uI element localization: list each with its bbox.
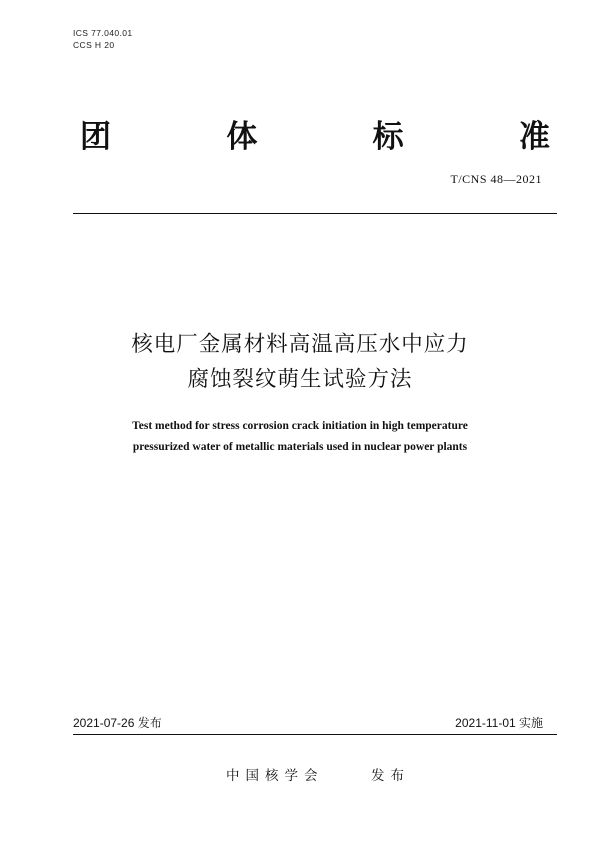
english-title-line: pressurized water of metallic materials used in nuclear power plants [132,441,468,453]
ics-code: ICS 77.040.01 [73,28,133,38]
standard-type-char: 体 [226,119,258,155]
standard-code: T/CNS 48—2021 [450,172,542,186]
english-title-line: Test method for stress corrosion crack initiation in high temperature [132,420,468,432]
standard-type-heading [80,111,550,155]
standard-type-char: 标 [372,119,404,155]
chinese-title-line: 腐蚀裂纹萌生试验方法 [187,367,413,392]
standard-type-char: 准 [518,119,550,155]
standard-type-char: 团 [80,119,111,155]
implementation-date: 2021-11-01 实施 [455,716,543,730]
chinese-title [0,327,600,397]
bottom-divider [73,734,557,735]
ccs-code: CCS H 20 [73,40,115,50]
issue-date: 2021-07-26 发布 [73,716,162,730]
chinese-title-line: 核电厂金属材料高温高压水中应力 [131,332,469,357]
top-divider [73,213,557,214]
publish-label: 发布 [371,768,410,784]
english-title [0,416,600,458]
publisher-name: 中国核学会 [226,768,324,784]
